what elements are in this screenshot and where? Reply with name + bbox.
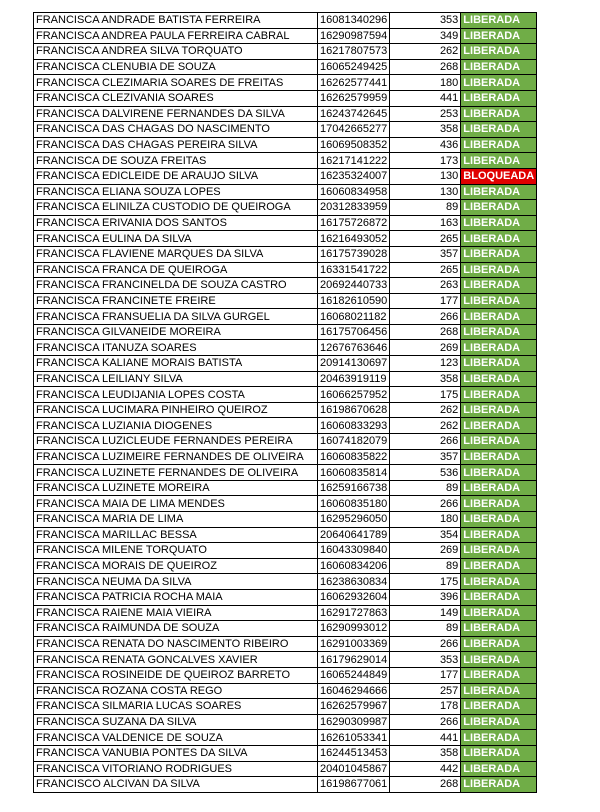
table-row — [34, 356, 537, 372]
id-cell: 16198677061 — [318, 777, 390, 793]
id-cell: 16175739028 — [318, 246, 390, 262]
table-row — [34, 730, 537, 746]
status-badge: LIBERADA — [461, 371, 537, 387]
id-cell: 20312833959 — [318, 200, 390, 216]
value-cell: 266 — [390, 636, 461, 652]
value-cell: 173 — [390, 153, 461, 169]
name-cell: FRANCISCA RAIMUNDA DE SOUZA — [34, 621, 318, 637]
name-cell: FRANCISCA FRANCINETE FREIRE — [34, 293, 318, 309]
id-cell: 16290987594 — [318, 28, 390, 44]
value-cell: 163 — [390, 215, 461, 231]
status-badge: LIBERADA — [461, 231, 537, 247]
name-cell: FRANCISCA VITORIANO RODRIGUES — [34, 761, 318, 777]
table-body — [34, 13, 537, 793]
value-cell: 441 — [390, 730, 461, 746]
table-row — [34, 293, 537, 309]
table-row — [34, 309, 537, 325]
name-cell: FRANCISCA MAIA DE LIMA MENDES — [34, 496, 318, 512]
value-cell: 353 — [390, 652, 461, 668]
value-cell: 396 — [390, 589, 461, 605]
status-badge: LIBERADA — [461, 434, 537, 450]
id-cell: 20692440733 — [318, 278, 390, 294]
name-cell: FRANCISCA LEILIANY SILVA — [34, 371, 318, 387]
value-cell: 89 — [390, 621, 461, 637]
status-badge: LIBERADA — [461, 527, 537, 543]
id-cell: 16291727863 — [318, 605, 390, 621]
name-cell: FRANCISCA MILENE TORQUATO — [34, 543, 318, 559]
name-cell: FRANCISCA ITANUZA SOARES — [34, 340, 318, 356]
value-cell: 262 — [390, 402, 461, 418]
name-cell: FRANCISCA LUZIANIA DIOGENES — [34, 418, 318, 434]
id-cell: 16175706456 — [318, 324, 390, 340]
status-badge: LIBERADA — [461, 293, 537, 309]
value-cell: 269 — [390, 543, 461, 559]
value-cell: 89 — [390, 480, 461, 496]
table-row — [34, 262, 537, 278]
table-row — [34, 153, 537, 169]
table-row — [34, 512, 537, 528]
table-row — [34, 246, 537, 262]
status-badge: LIBERADA — [461, 558, 537, 574]
id-cell: 16217807573 — [318, 44, 390, 60]
table-row — [34, 621, 537, 637]
id-cell: 16198670628 — [318, 402, 390, 418]
name-cell: FRANCISCA RENATA GONCALVES XAVIER — [34, 652, 318, 668]
id-cell: 16261053341 — [318, 730, 390, 746]
table-row — [34, 605, 537, 621]
name-cell: FRANCISCA FRANSUELIA DA SILVA GURGEL — [34, 309, 318, 325]
name-cell: FRANCISCA VANUBIA PONTES DA SILVA — [34, 745, 318, 761]
id-cell: 16331541722 — [318, 262, 390, 278]
id-cell: 16175726872 — [318, 215, 390, 231]
id-cell: 16179629014 — [318, 652, 390, 668]
status-badge: LIBERADA — [461, 122, 537, 138]
status-badge: LIBERADA — [461, 200, 537, 216]
name-cell: FRANCISCA SUZANA DA SILVA — [34, 714, 318, 730]
value-cell: 130 — [390, 168, 461, 184]
name-cell: FRANCISCA FRANCINELDA DE SOUZA CASTRO — [34, 278, 318, 294]
status-badge: LIBERADA — [461, 215, 537, 231]
table-row — [34, 761, 537, 777]
table-row — [34, 231, 537, 247]
name-cell: FRANCISCA EULINA DA SILVA — [34, 231, 318, 247]
name-cell: FRANCISCO ALCIVAN DA SILVA — [34, 777, 318, 793]
value-cell: 130 — [390, 184, 461, 200]
table-row — [34, 137, 537, 153]
table-row — [34, 714, 537, 730]
id-cell: 16060833293 — [318, 418, 390, 434]
value-cell: 123 — [390, 356, 461, 372]
table-row — [34, 122, 537, 138]
table-row — [34, 574, 537, 590]
status-badge: LIBERADA — [461, 465, 537, 481]
value-cell: 357 — [390, 449, 461, 465]
name-cell: FRANCISCA KALIANE MORAIS BATISTA — [34, 356, 318, 372]
name-cell: FRANCISCA RENATA DO NASCIMENTO RIBEIRO — [34, 636, 318, 652]
name-cell: FRANCISCA DAS CHAGAS PEREIRA SILVA — [34, 137, 318, 153]
value-cell: 262 — [390, 418, 461, 434]
id-cell: 16081340296 — [318, 13, 390, 29]
name-cell: FRANCISCA CLEZIVANIA SOARES — [34, 90, 318, 106]
table-row — [34, 44, 537, 60]
value-cell: 177 — [390, 293, 461, 309]
status-badge: LIBERADA — [461, 184, 537, 200]
id-cell: 16060834958 — [318, 184, 390, 200]
status-badge: LIBERADA — [461, 730, 537, 746]
value-cell: 180 — [390, 75, 461, 91]
status-badge: LIBERADA — [461, 278, 537, 294]
id-cell: 16235324007 — [318, 168, 390, 184]
status-badge: LIBERADA — [461, 28, 537, 44]
table-row — [34, 636, 537, 652]
name-cell: FRANCISCA ANDREA SILVA TORQUATO — [34, 44, 318, 60]
name-cell: FRANCISCA LUCIMARA PINHEIRO QUEIROZ — [34, 402, 318, 418]
id-cell: 16060835180 — [318, 496, 390, 512]
table-row — [34, 496, 537, 512]
id-cell: 12676763646 — [318, 340, 390, 356]
value-cell: 265 — [390, 262, 461, 278]
table-row — [34, 589, 537, 605]
table-row — [34, 340, 537, 356]
value-cell: 353 — [390, 13, 461, 29]
table-row — [34, 13, 537, 29]
status-badge: LIBERADA — [461, 387, 537, 403]
id-cell: 16060835814 — [318, 465, 390, 481]
table-row — [34, 59, 537, 75]
name-cell: FRANCISCA ERIVANIA DOS SANTOS — [34, 215, 318, 231]
table-row — [34, 387, 537, 403]
id-cell: 20463919119 — [318, 371, 390, 387]
value-cell: 349 — [390, 28, 461, 44]
table-row — [34, 28, 537, 44]
id-cell: 16238630834 — [318, 574, 390, 590]
name-cell: FRANCISCA SILMARIA LUCAS SOARES — [34, 699, 318, 715]
name-cell: FRANCISCA RAIENE MAIA VIEIRA — [34, 605, 318, 621]
table-row — [34, 699, 537, 715]
table-row — [34, 215, 537, 231]
status-badge: LIBERADA — [461, 246, 537, 262]
value-cell: 263 — [390, 278, 461, 294]
table-row — [34, 449, 537, 465]
status-badge: LIBERADA — [461, 605, 537, 621]
id-cell: 16243742645 — [318, 106, 390, 122]
status-badge: LIBERADA — [461, 512, 537, 528]
status-badge: LIBERADA — [461, 777, 537, 793]
status-badge: LIBERADA — [461, 543, 537, 559]
status-badge: LIBERADA — [461, 496, 537, 512]
table-row — [34, 371, 537, 387]
name-cell: FRANCISCA LUZIMEIRE FERNANDES DE OLIVEIRA — [34, 449, 318, 465]
id-cell: 20640641789 — [318, 527, 390, 543]
name-cell: FRANCISCA NEUMA DA SILVA — [34, 574, 318, 590]
name-cell: FRANCISCA ROSINEIDE DE QUEIROZ BARRETO — [34, 667, 318, 683]
id-cell: 16244513453 — [318, 745, 390, 761]
id-cell: 16060835822 — [318, 449, 390, 465]
value-cell: 178 — [390, 699, 461, 715]
name-cell: FRANCISCA CLEZIMARIA SOARES DE FREITAS — [34, 75, 318, 91]
value-cell: 358 — [390, 371, 461, 387]
id-cell: 20914130697 — [318, 356, 390, 372]
value-cell: 536 — [390, 465, 461, 481]
table-row — [34, 683, 537, 699]
status-badge: LIBERADA — [461, 13, 537, 29]
id-cell: 16062932604 — [318, 589, 390, 605]
value-cell: 175 — [390, 387, 461, 403]
id-cell: 16065249425 — [318, 59, 390, 75]
table-row — [34, 667, 537, 683]
name-cell: FRANCISCA PATRICIA ROCHA MAIA — [34, 589, 318, 605]
id-cell: 16262579967 — [318, 699, 390, 715]
table-row — [34, 402, 537, 418]
table-row — [34, 278, 537, 294]
table-row — [34, 168, 537, 184]
status-badge: LIBERADA — [461, 309, 537, 325]
status-badge: BLOQUEADA — [461, 168, 537, 184]
status-badge: LIBERADA — [461, 418, 537, 434]
name-cell: FRANCISCA LUZINETE FERNANDES DE OLIVEIRA — [34, 465, 318, 481]
name-cell: FRANCISCA FLAVIENE MARQUES DA SILVA — [34, 246, 318, 262]
table-row — [34, 434, 537, 450]
table-row — [34, 527, 537, 543]
status-badge: LIBERADA — [461, 59, 537, 75]
name-cell: FRANCISCA ANDRADE BATISTA FERREIRA — [34, 13, 318, 29]
name-cell: FRANCISCA DE SOUZA FREITAS — [34, 153, 318, 169]
name-cell: FRANCISCA ELIANA SOUZA LOPES — [34, 184, 318, 200]
name-cell: FRANCISCA MARIA DE LIMA — [34, 512, 318, 528]
value-cell: 175 — [390, 574, 461, 590]
status-badge: LIBERADA — [461, 262, 537, 278]
id-cell: 16182610590 — [318, 293, 390, 309]
table-row — [34, 75, 537, 91]
value-cell: 262 — [390, 44, 461, 60]
value-cell: 442 — [390, 761, 461, 777]
status-badge: LIBERADA — [461, 667, 537, 683]
value-cell: 268 — [390, 777, 461, 793]
value-cell: 354 — [390, 527, 461, 543]
status-badge: LIBERADA — [461, 683, 537, 699]
name-cell: FRANCISCA LUZICLEUDE FERNANDES PEREIRA — [34, 434, 318, 450]
status-badge: LIBERADA — [461, 699, 537, 715]
table-row — [34, 90, 537, 106]
id-cell: 16262577441 — [318, 75, 390, 91]
value-cell: 266 — [390, 714, 461, 730]
status-badge: LIBERADA — [461, 652, 537, 668]
id-cell: 16291003369 — [318, 636, 390, 652]
name-cell: FRANCISCA ANDREA PAULA FERREIRA CABRAL — [34, 28, 318, 44]
name-cell: FRANCISCA DAS CHAGAS DO NASCIMENTO — [34, 122, 318, 138]
status-badge: LIBERADA — [461, 106, 537, 122]
status-badge: LIBERADA — [461, 90, 537, 106]
value-cell: 266 — [390, 309, 461, 325]
value-cell: 177 — [390, 667, 461, 683]
id-cell: 16290993012 — [318, 621, 390, 637]
table-row — [34, 543, 537, 559]
value-cell: 266 — [390, 434, 461, 450]
value-cell: 358 — [390, 122, 461, 138]
id-cell: 17042665277 — [318, 122, 390, 138]
status-badge: LIBERADA — [461, 153, 537, 169]
id-cell: 16217141222 — [318, 153, 390, 169]
status-badge: LIBERADA — [461, 574, 537, 590]
value-cell: 266 — [390, 496, 461, 512]
table-row — [34, 465, 537, 481]
status-badge: LIBERADA — [461, 324, 537, 340]
name-cell: FRANCISCA LEUDIJANIA LOPES COSTA — [34, 387, 318, 403]
status-badge: LIBERADA — [461, 402, 537, 418]
id-cell: 16060834206 — [318, 558, 390, 574]
id-cell: 16290309987 — [318, 714, 390, 730]
value-cell: 180 — [390, 512, 461, 528]
name-cell: FRANCISCA CLENUBIA DE SOUZA — [34, 59, 318, 75]
name-cell: FRANCISCA MARILLAC BESSA — [34, 527, 318, 543]
name-cell: FRANCISCA FRANCA DE QUEIROGA — [34, 262, 318, 278]
table-row — [34, 558, 537, 574]
table-row — [34, 777, 537, 793]
status-badge: LIBERADA — [461, 621, 537, 637]
records-table — [33, 12, 537, 793]
id-cell: 16074182079 — [318, 434, 390, 450]
status-badge: LIBERADA — [461, 636, 537, 652]
value-cell: 89 — [390, 200, 461, 216]
value-cell: 441 — [390, 90, 461, 106]
table-row — [34, 106, 537, 122]
value-cell: 357 — [390, 246, 461, 262]
status-badge: LIBERADA — [461, 589, 537, 605]
value-cell: 149 — [390, 605, 461, 621]
status-badge: LIBERADA — [461, 75, 537, 91]
value-cell: 253 — [390, 106, 461, 122]
value-cell: 265 — [390, 231, 461, 247]
value-cell: 89 — [390, 558, 461, 574]
id-cell: 16043309840 — [318, 543, 390, 559]
status-badge: LIBERADA — [461, 480, 537, 496]
id-cell: 16216493052 — [318, 231, 390, 247]
id-cell: 16262579959 — [318, 90, 390, 106]
table-row — [34, 480, 537, 496]
name-cell: FRANCISCA ROZANA COSTA REGO — [34, 683, 318, 699]
id-cell: 16068021182 — [318, 309, 390, 325]
status-badge: LIBERADA — [461, 137, 537, 153]
value-cell: 358 — [390, 745, 461, 761]
id-cell: 20401045867 — [318, 761, 390, 777]
id-cell: 16259166738 — [318, 480, 390, 496]
value-cell: 257 — [390, 683, 461, 699]
name-cell: FRANCISCA ELINILZA CUSTODIO DE QUEIROGA — [34, 200, 318, 216]
value-cell: 268 — [390, 59, 461, 75]
value-cell: 268 — [390, 324, 461, 340]
status-badge: LIBERADA — [461, 449, 537, 465]
id-cell: 16069508352 — [318, 137, 390, 153]
id-cell: 16065244849 — [318, 667, 390, 683]
name-cell: FRANCISCA EDICLEIDE DE ARAUJO SILVA — [34, 168, 318, 184]
id-cell: 16295296050 — [318, 512, 390, 528]
table-row — [34, 324, 537, 340]
id-cell: 16066257952 — [318, 387, 390, 403]
value-cell: 269 — [390, 340, 461, 356]
value-cell: 436 — [390, 137, 461, 153]
name-cell: FRANCISCA MORAIS DE QUEIROZ — [34, 558, 318, 574]
table-row — [34, 418, 537, 434]
table-row — [34, 200, 537, 216]
name-cell: FRANCISCA GILVANEIDE MOREIRA — [34, 324, 318, 340]
table-row — [34, 745, 537, 761]
status-badge: LIBERADA — [461, 745, 537, 761]
status-badge: LIBERADA — [461, 44, 537, 60]
status-badge: LIBERADA — [461, 714, 537, 730]
id-cell: 16046294666 — [318, 683, 390, 699]
name-cell: FRANCISCA DALVIRENE FERNANDES DA SILVA — [34, 106, 318, 122]
table-row — [34, 652, 537, 668]
table-row — [34, 184, 537, 200]
name-cell: FRANCISCA VALDENICE DE SOUZA — [34, 730, 318, 746]
status-badge: LIBERADA — [461, 356, 537, 372]
status-badge: LIBERADA — [461, 340, 537, 356]
status-badge: LIBERADA — [461, 761, 537, 777]
name-cell: FRANCISCA LUZINETE MOREIRA — [34, 480, 318, 496]
